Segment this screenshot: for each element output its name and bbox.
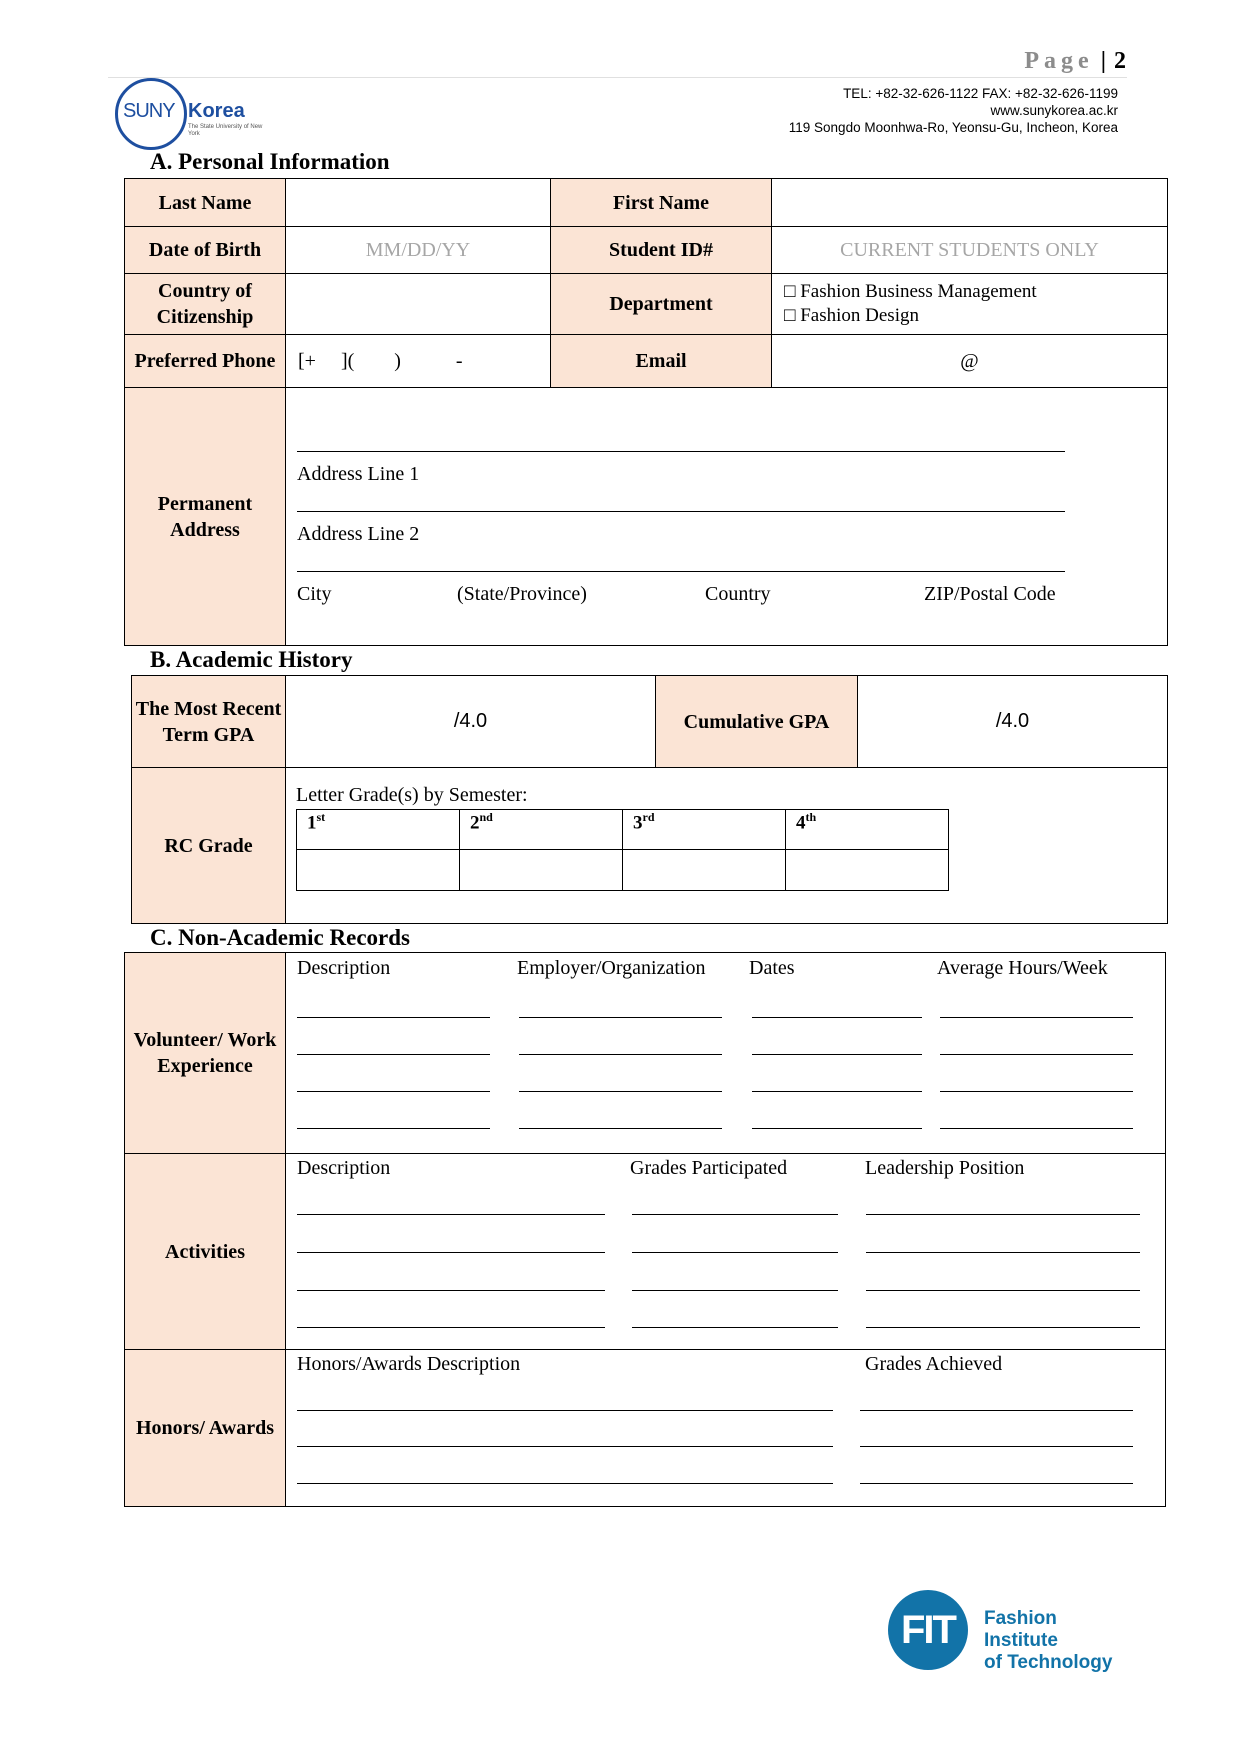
logo-tagline: The State University of New York bbox=[188, 124, 263, 137]
phone-field[interactable]: [+ ]( ) - bbox=[286, 335, 551, 388]
dept-option-fbm[interactable] bbox=[772, 280, 1167, 304]
address: 119 Songdo Moonhwa-Ro, Yeonsu-Gu, Incheon, Korea bbox=[788, 120, 1118, 135]
website: www.sunykorea.ac.kr bbox=[990, 103, 1118, 118]
country-label: Country of Citizenship bbox=[125, 274, 286, 335]
activities-field[interactable] bbox=[286, 1154, 1166, 1350]
entry-rule bbox=[297, 1091, 490, 1092]
dept-option-fd[interactable] bbox=[772, 304, 1167, 328]
perm-address-label: Permanent Address bbox=[125, 388, 286, 646]
logo-suny-text: SUNY bbox=[123, 100, 175, 122]
hon-grades-header: Grades Achieved bbox=[865, 1353, 1003, 1375]
country-caption: Country bbox=[705, 583, 771, 605]
entry-rule bbox=[866, 1327, 1140, 1328]
email-field[interactable]: @ bbox=[772, 335, 1168, 388]
entry-rule bbox=[860, 1483, 1133, 1484]
section-a-heading: A. Personal Information bbox=[150, 149, 390, 174]
address-line2-caption: Address Line 2 bbox=[297, 523, 420, 545]
entry-rule bbox=[297, 1252, 605, 1253]
honors-field[interactable] bbox=[286, 1350, 1166, 1507]
dob-field[interactable]: MM/DD/YY bbox=[286, 227, 551, 274]
entry-rule bbox=[519, 1017, 722, 1018]
first-name-field[interactable] bbox=[772, 179, 1168, 227]
volunteer-label: Volunteer/ Work Experience bbox=[125, 953, 286, 1154]
semester-grades-table bbox=[296, 809, 949, 891]
student-id-label: Student ID# bbox=[551, 227, 772, 274]
volunteer-field[interactable] bbox=[286, 953, 1166, 1154]
personal-info-table bbox=[124, 178, 1168, 646]
entry-rule bbox=[752, 1128, 922, 1129]
cumulative-gpa-field[interactable]: /4.0 bbox=[858, 676, 1168, 768]
entry-rule bbox=[519, 1128, 722, 1129]
sem2-grade-field[interactable] bbox=[460, 850, 623, 891]
department-options bbox=[772, 274, 1168, 335]
sem3-grade-field[interactable] bbox=[623, 850, 786, 891]
page-number: Page | 2 bbox=[1024, 48, 1127, 74]
entry-rule bbox=[297, 1017, 490, 1018]
recent-gpa-field[interactable]: /4.0 bbox=[286, 676, 656, 768]
entry-rule bbox=[297, 1410, 833, 1411]
fit-logo-line2: of Technology bbox=[984, 1652, 1113, 1673]
sem1-header: 1st bbox=[297, 810, 460, 850]
act-desc-header: Description bbox=[297, 1157, 391, 1179]
sem4-header: 4th bbox=[786, 810, 949, 850]
hon-desc-header: Honors/Awards Description bbox=[297, 1353, 521, 1375]
vol-dates-header: Dates bbox=[749, 957, 795, 979]
address-line1-caption: Address Line 1 bbox=[297, 463, 420, 485]
sem1-grade-field[interactable] bbox=[297, 850, 460, 891]
department-label: Department bbox=[551, 274, 772, 335]
first-name-label: First Name bbox=[551, 179, 772, 227]
country-field[interactable] bbox=[286, 274, 551, 335]
entry-rule bbox=[940, 1128, 1133, 1129]
entry-rule bbox=[519, 1054, 722, 1055]
entry-rule bbox=[632, 1214, 838, 1215]
entry-rule bbox=[752, 1017, 922, 1018]
section-c-heading: C. Non-Academic Records bbox=[150, 925, 410, 950]
checkbox-icon[interactable]: □ bbox=[784, 281, 796, 302]
logo-korea-text: Korea bbox=[188, 100, 245, 122]
letter-grades-caption: Letter Grade(s) by Semester: bbox=[296, 784, 528, 806]
entry-rule bbox=[940, 1017, 1133, 1018]
entry-rule bbox=[940, 1054, 1133, 1055]
fit-logo-line1: Fashion Institute bbox=[984, 1608, 1058, 1651]
entry-rule bbox=[940, 1091, 1133, 1092]
zip-caption: ZIP/Postal Code bbox=[924, 583, 1056, 605]
recent-gpa-label: The Most Recent Term GPA bbox=[132, 676, 286, 768]
sem2-header: 2nd bbox=[460, 810, 623, 850]
state-caption: (State/Province) bbox=[457, 583, 587, 605]
contact-info bbox=[789, 85, 1118, 136]
perm-address-field[interactable] bbox=[286, 388, 1168, 646]
rc-grade-label: RC Grade bbox=[132, 768, 286, 924]
nonacademic-table bbox=[124, 952, 1166, 1507]
entry-rule bbox=[866, 1290, 1140, 1291]
suny-korea-logo bbox=[115, 78, 275, 150]
entry-rule bbox=[519, 1091, 722, 1092]
checkbox-icon[interactable]: □ bbox=[784, 305, 796, 326]
fit-logo bbox=[888, 1590, 1128, 1673]
city-rule bbox=[297, 571, 1065, 572]
academic-table bbox=[131, 675, 1168, 924]
fit-logo-text bbox=[984, 1608, 1128, 1674]
entry-rule bbox=[860, 1446, 1133, 1447]
entry-rule bbox=[297, 1327, 605, 1328]
entry-rule bbox=[297, 1483, 833, 1484]
last-name-label: Last Name bbox=[125, 179, 286, 227]
fit-logo-circle: FIT bbox=[888, 1590, 968, 1670]
entry-rule bbox=[297, 1446, 833, 1447]
act-grades-header: Grades Participated bbox=[630, 1157, 788, 1179]
dept-option-fd-label: Fashion Design bbox=[800, 305, 919, 326]
entry-rule bbox=[752, 1054, 922, 1055]
section-b-heading: B. Academic History bbox=[150, 647, 353, 672]
entry-rule bbox=[632, 1290, 838, 1291]
email-label: Email bbox=[551, 335, 772, 388]
vol-desc-header: Description bbox=[297, 957, 391, 979]
sem4-grade-field[interactable] bbox=[786, 850, 949, 891]
page-label: Page bbox=[1024, 48, 1094, 74]
entry-rule bbox=[297, 1214, 605, 1215]
entry-rule bbox=[297, 1054, 490, 1055]
activities-label: Activities bbox=[125, 1154, 286, 1350]
entry-rule bbox=[632, 1327, 838, 1328]
entry-rule bbox=[632, 1252, 838, 1253]
entry-rule bbox=[866, 1214, 1140, 1215]
entry-rule bbox=[866, 1252, 1140, 1253]
address-line2-rule bbox=[297, 511, 1065, 512]
phone-label: Preferred Phone bbox=[125, 335, 286, 388]
student-id-field[interactable]: CURRENT STUDENTS ONLY bbox=[772, 227, 1168, 274]
tel-fax: TEL: +82-32-626-1122 FAX: +82-32-626-1199 bbox=[843, 86, 1118, 101]
city-caption: City bbox=[297, 583, 332, 605]
cumulative-gpa-label: Cumulative GPA bbox=[656, 676, 858, 768]
dept-option-fbm-label: Fashion Business Management bbox=[800, 281, 1037, 302]
address-line1-rule bbox=[297, 451, 1065, 452]
honors-label: Honors/ Awards bbox=[125, 1350, 286, 1507]
entry-rule bbox=[752, 1091, 922, 1092]
page-number-value: 2 bbox=[1114, 48, 1127, 74]
vol-employer-header: Employer/Organization bbox=[517, 957, 706, 979]
entry-rule bbox=[297, 1128, 490, 1129]
vol-hours-header: Average Hours/Week bbox=[937, 957, 1108, 979]
entry-rule bbox=[297, 1290, 605, 1291]
act-leader-header: Leadership Position bbox=[865, 1157, 1025, 1179]
last-name-field[interactable] bbox=[286, 179, 551, 227]
rc-grade-field bbox=[286, 768, 1168, 924]
dob-label: Date of Birth bbox=[125, 227, 286, 274]
sem3-header: 3rd bbox=[623, 810, 786, 850]
entry-rule bbox=[860, 1410, 1133, 1411]
